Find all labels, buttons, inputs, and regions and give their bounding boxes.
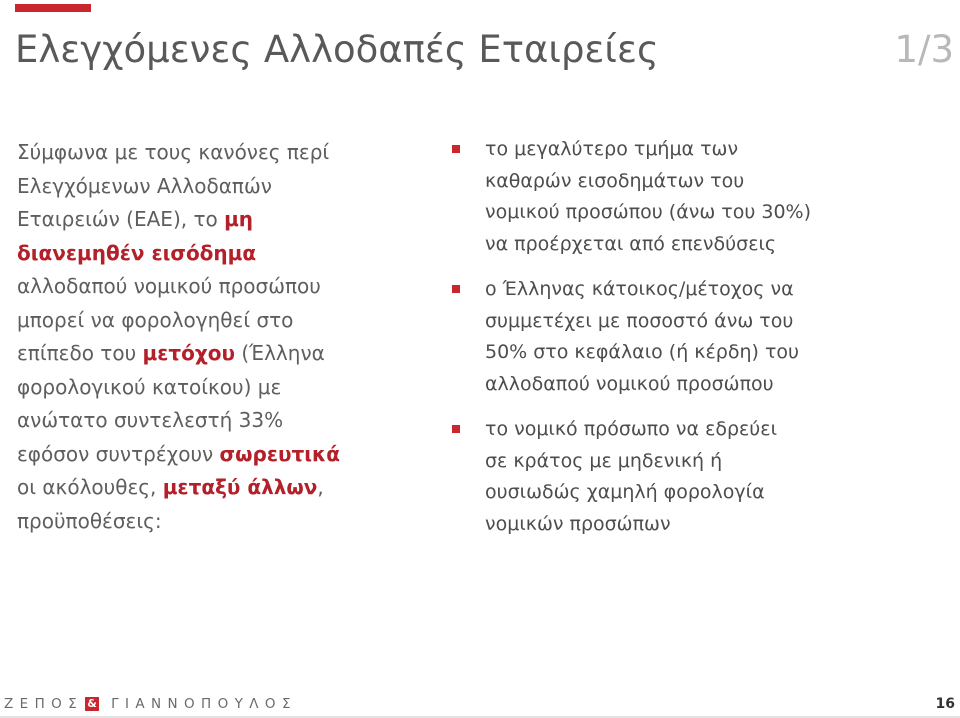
- bullet-text-line: ο Έλληνας κάτοικος/μέτοχος να: [485, 278, 794, 300]
- paragraph-text: ,: [317, 475, 324, 499]
- paragraph-text: Σύμφωνα με τους κανόνες περί: [17, 140, 330, 164]
- paragraph-text: φορολογικού κατοίκου) με: [17, 374, 282, 399]
- paragraph-line: [17, 203, 427, 237]
- paragraph-text: Ελεγχόμενων Αλλοδαπών: [17, 173, 272, 198]
- bullet-text-line: σε κράτος με μηδενική ή: [485, 449, 723, 472]
- bullet-text-line: το νομικό πρόσωπο να εδρεύει: [485, 418, 777, 440]
- slide-title: Ελεγχόμενες Αλλοδαπές Εταιρείες: [15, 28, 659, 71]
- paragraph-text: Εταιρειών (ΕΑΕ), το: [17, 207, 225, 231]
- bullet-text-line: ουσιωδώς χαμηλή φορολογία: [485, 481, 765, 503]
- page-number: 16: [935, 696, 955, 712]
- bullet-text-line: αλλοδαπού νομικού προσώπου: [485, 372, 774, 395]
- paragraph-line: [17, 170, 427, 204]
- paragraph-text: αλλοδαπού νομικού προσώπου: [17, 274, 321, 298]
- slide-index: 1/3: [894, 28, 954, 71]
- logo-ampersand-icon: &: [85, 697, 99, 711]
- paragraph-text: ανώτατο συντελεστή 33%: [17, 408, 284, 432]
- paragraph-text: προϋποθέσεις:: [17, 508, 162, 533]
- bullet-text-line: 50% στο κεφάλαιο (ή κέρδη) του: [485, 341, 800, 363]
- emphasis-text: σωρευτικά: [219, 441, 340, 466]
- paragraph-text: μπορεί να φορολογηθεί στο: [17, 307, 294, 332]
- paragraph-line: [17, 404, 427, 438]
- logo-text-left: ΖΕΠΟΣ: [4, 696, 84, 712]
- paragraph-line: [17, 270, 427, 304]
- square-bullet-icon: [452, 425, 460, 433]
- paragraph-text: (Έλληνα: [235, 341, 325, 365]
- paragraph-line: [17, 471, 427, 505]
- paragraph-line: [17, 237, 427, 271]
- bullet-text-line: συμμετέχει με ποσοστό άνω του: [485, 309, 794, 332]
- bullet-text-line: καθαρών εισοδημάτων του: [485, 169, 745, 192]
- emphasis-text: διανεμηθέν εισόδημα: [17, 240, 257, 265]
- paragraph-line: [17, 371, 427, 405]
- paragraph-line: [17, 505, 427, 539]
- paragraph-line: [17, 337, 427, 371]
- paragraph-line: [17, 304, 427, 338]
- paragraph-text: επίπεδο του: [17, 341, 143, 365]
- bullet-item: [449, 414, 949, 540]
- bullet-item: [449, 274, 949, 400]
- bullet-text-line: νομικών προσώπων: [485, 512, 671, 535]
- paragraph-line: [17, 438, 427, 472]
- bullet-item: [449, 134, 949, 260]
- paragraph-text: εφόσον συντρέχουν: [17, 441, 220, 466]
- conditions-list: [449, 134, 949, 554]
- bullet-text-line: να προέρχεται από επενδύσεις: [485, 232, 777, 255]
- emphasis-text: μεταξύ άλλων: [162, 475, 318, 499]
- paragraph-line: [17, 136, 427, 170]
- bullet-text-line: το μεγαλύτερο τμήμα των: [485, 138, 739, 160]
- emphasis-text: μετόχου: [142, 341, 236, 365]
- title-accent-bar: [15, 4, 91, 12]
- logo-text-right: ΓΙΑΝΝΟΠΟΥΛΟΣ: [111, 696, 297, 712]
- firm-logo: [4, 692, 297, 716]
- paragraph-text: οι ακόλουθες,: [17, 475, 163, 499]
- emphasis-text: μη: [224, 207, 254, 231]
- intro-paragraph: [17, 136, 427, 538]
- bullet-text-line: νομικού προσώπου (άνω του 30%): [485, 201, 812, 223]
- square-bullet-icon: [452, 145, 460, 153]
- square-bullet-icon: [452, 285, 460, 293]
